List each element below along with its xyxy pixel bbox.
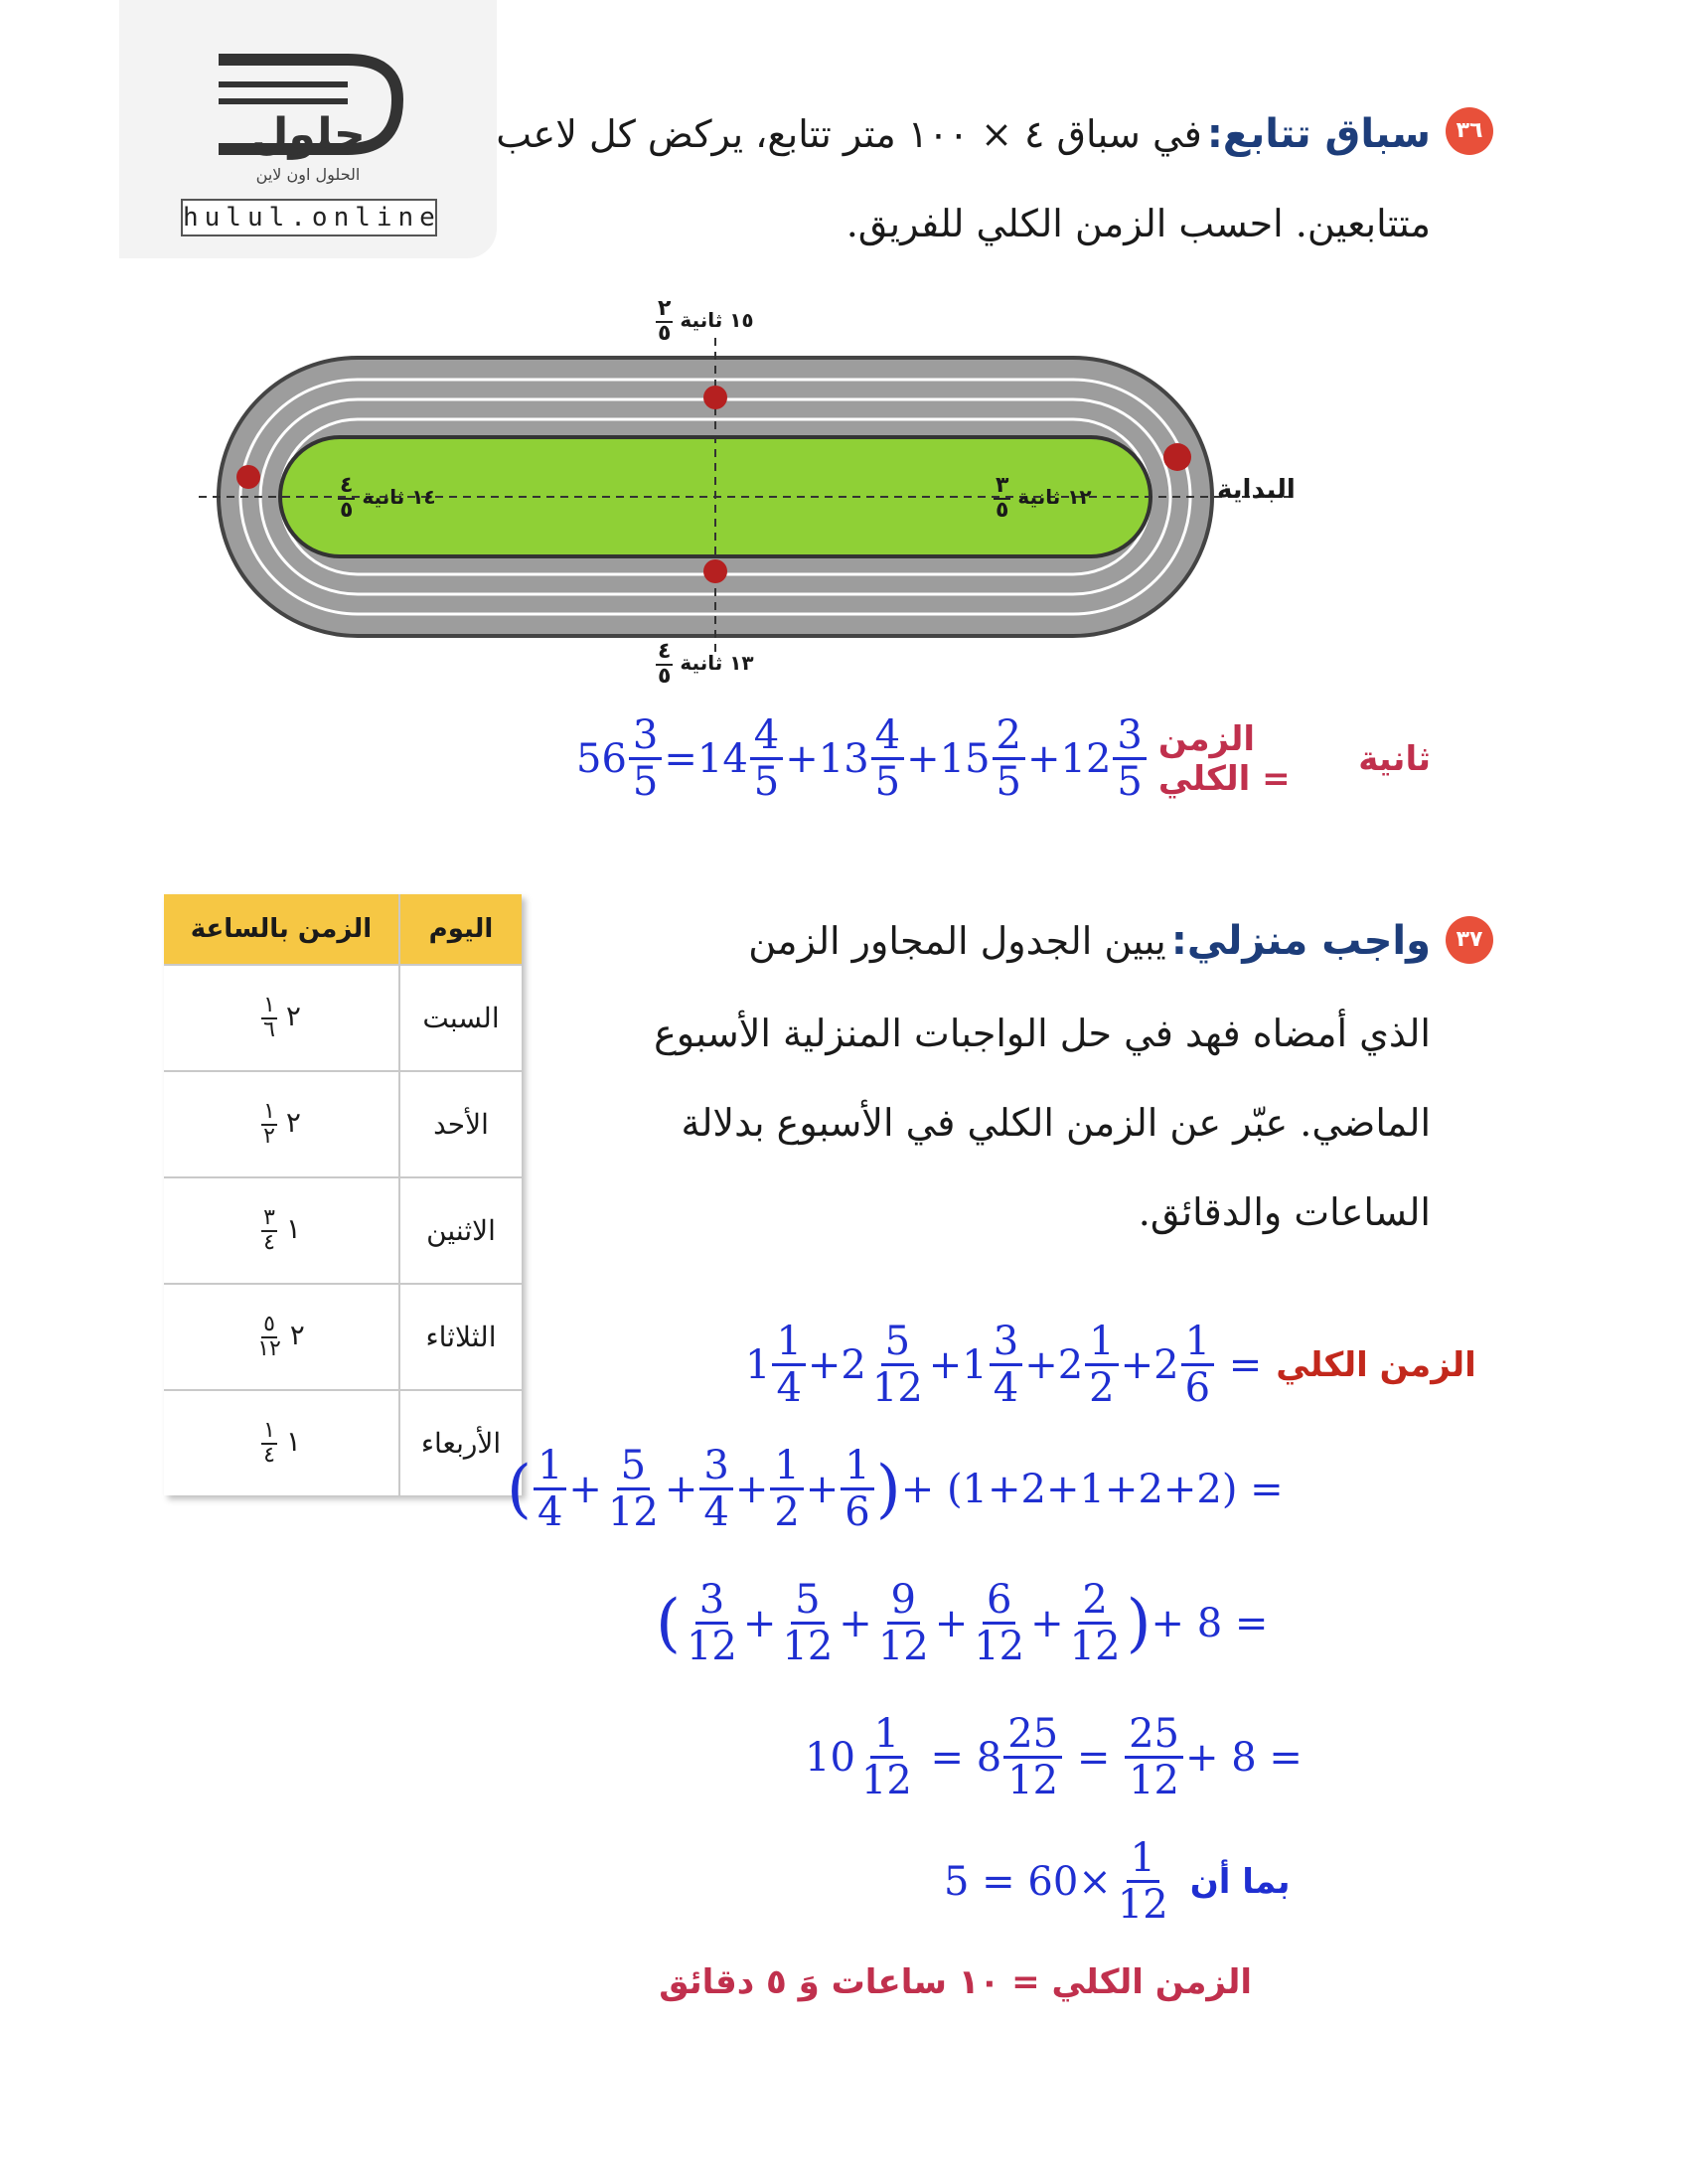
since-expression: 5 = 60× $\frac{1}{12}$ — [944, 1835, 1168, 1928]
solution-line-1-expression: 1 $\frac{1}{4}$ + 2 $\frac{5}{12}$ + 1 $\frac{3}{4}$ + 2 $\frac{1}{2}$ + 2 $\frac{1}{6}$ = — [745, 1319, 1263, 1411]
table-header-row — [164, 894, 522, 965]
solution-line-1 — [745, 1319, 1476, 1411]
table-cell-time: ١ ٣ ٤ — [164, 1177, 399, 1284]
solution-line-2: ( $\frac{1}{4}$ + $\frac{5}{12}$ + $\frac{3}{4}$ + $\frac{1}{2}$ + $\frac{1}{6}$ ) + (1+2+1+2+2) = — [507, 1443, 1284, 1535]
table-row — [164, 1390, 522, 1495]
table-cell-day: الأربعاء — [399, 1390, 522, 1495]
problem-37-line-3: الماضي. عبّر عن الزمن الكلي في الأسبوع بدلالة — [681, 1101, 1431, 1145]
homework-table — [164, 894, 522, 1495]
table-row — [164, 1284, 522, 1390]
answer-36-expression: 56 $\frac{3}{5}$ = 14 $\frac{4}{5}$ + 13 $\frac{4}{5}$ + 15 $\frac{2}{5}$ + 12 $\frac{3}{5}$ — [576, 715, 1149, 802]
track-top-label: ٢ ٥ ١٥ ثانية — [658, 296, 754, 346]
solution-label: الزمن الكلي — [1276, 1344, 1476, 1385]
problem-36-answer — [576, 712, 1431, 805]
table-cell-time: ٢ ١ ٢ — [164, 1071, 399, 1177]
table-cell-time: ١ ١ ٤ — [164, 1390, 399, 1495]
solution-line-3: ( $\frac{3}{12}$ + $\frac{5}{12}$ + $\frac{9}{12}$ + $\frac{6}{12}$ + $\frac{2}{12}$ ) + 8 = — [656, 1577, 1269, 1669]
problem-37-line-2: الذي أمضاه فهد في حل الواجبات المنزلية الأسبوع — [654, 1012, 1431, 1055]
table-cell-day: السبت — [399, 965, 522, 1071]
track-start-label: البداية — [1217, 475, 1296, 505]
logo-tagline: الحلول اون لاين — [255, 165, 361, 184]
table-cell-day: الأحد — [399, 1071, 522, 1177]
problem-37-number: ٣٧ — [1446, 916, 1493, 964]
problem-36-text-2: متتابعين. احسب الزمن الكلي للفريق. — [845, 202, 1431, 245]
table-header-day: اليوم — [399, 894, 522, 965]
problem-37-header — [656, 906, 1431, 976]
problem-36-title: سباق تتابع: — [1206, 111, 1431, 157]
table-row — [164, 965, 522, 1071]
table-row — [164, 1071, 522, 1177]
logo-text: حلول — [250, 109, 366, 160]
track-right-label: ٣ ٥ ١٢ ثانية — [996, 473, 1092, 523]
problem-36-number: ٣٦ — [1446, 107, 1493, 155]
table-cell-day: الاثنين — [399, 1177, 522, 1284]
table-header-time: الزمن بالساعة — [164, 894, 399, 965]
table-cell-time: ٢ ١ ٦ — [164, 965, 399, 1071]
solution-since-line — [944, 1835, 1291, 1928]
track-left-label: ٤ ٥ ١٤ ثانية — [340, 473, 436, 523]
problem-37-title: واجب منزلي: — [1170, 918, 1431, 964]
answer-36-unit: ثانية — [1358, 738, 1431, 779]
track-bottom-label: ٤ ٥ ١٣ ثانية — [658, 639, 754, 689]
problem-36-text-1: في سباق ٤ × ١٠٠ متر تتابع، يركض كل لاعب — [496, 112, 1202, 156]
answer-36-label: الزمن الكلي = — [1157, 718, 1291, 799]
table-cell-time: ٢ ٥ ١٢ — [164, 1284, 399, 1390]
problem-37-line-4: الساعات والدقائق. — [1138, 1190, 1431, 1234]
solution-line-4: 10 $\frac{1}{12}$ = 8 $\frac{25}{12}$ = $\frac{25}{12}$ + 8 = — [805, 1711, 1303, 1803]
logo-domain: hulul.online — [181, 199, 437, 236]
problem-36-header — [477, 99, 1431, 169]
table-cell-day: الثلاثاء — [399, 1284, 522, 1390]
since-label: بما أن — [1189, 1861, 1291, 1902]
problem-37-line-1: يبين الجدول المجاور الزمن — [748, 919, 1166, 963]
table-row — [164, 1177, 522, 1284]
final-answer: الزمن الكلي = ١٠ ساعات وَ ٥ دقائق — [659, 1962, 1252, 2002]
